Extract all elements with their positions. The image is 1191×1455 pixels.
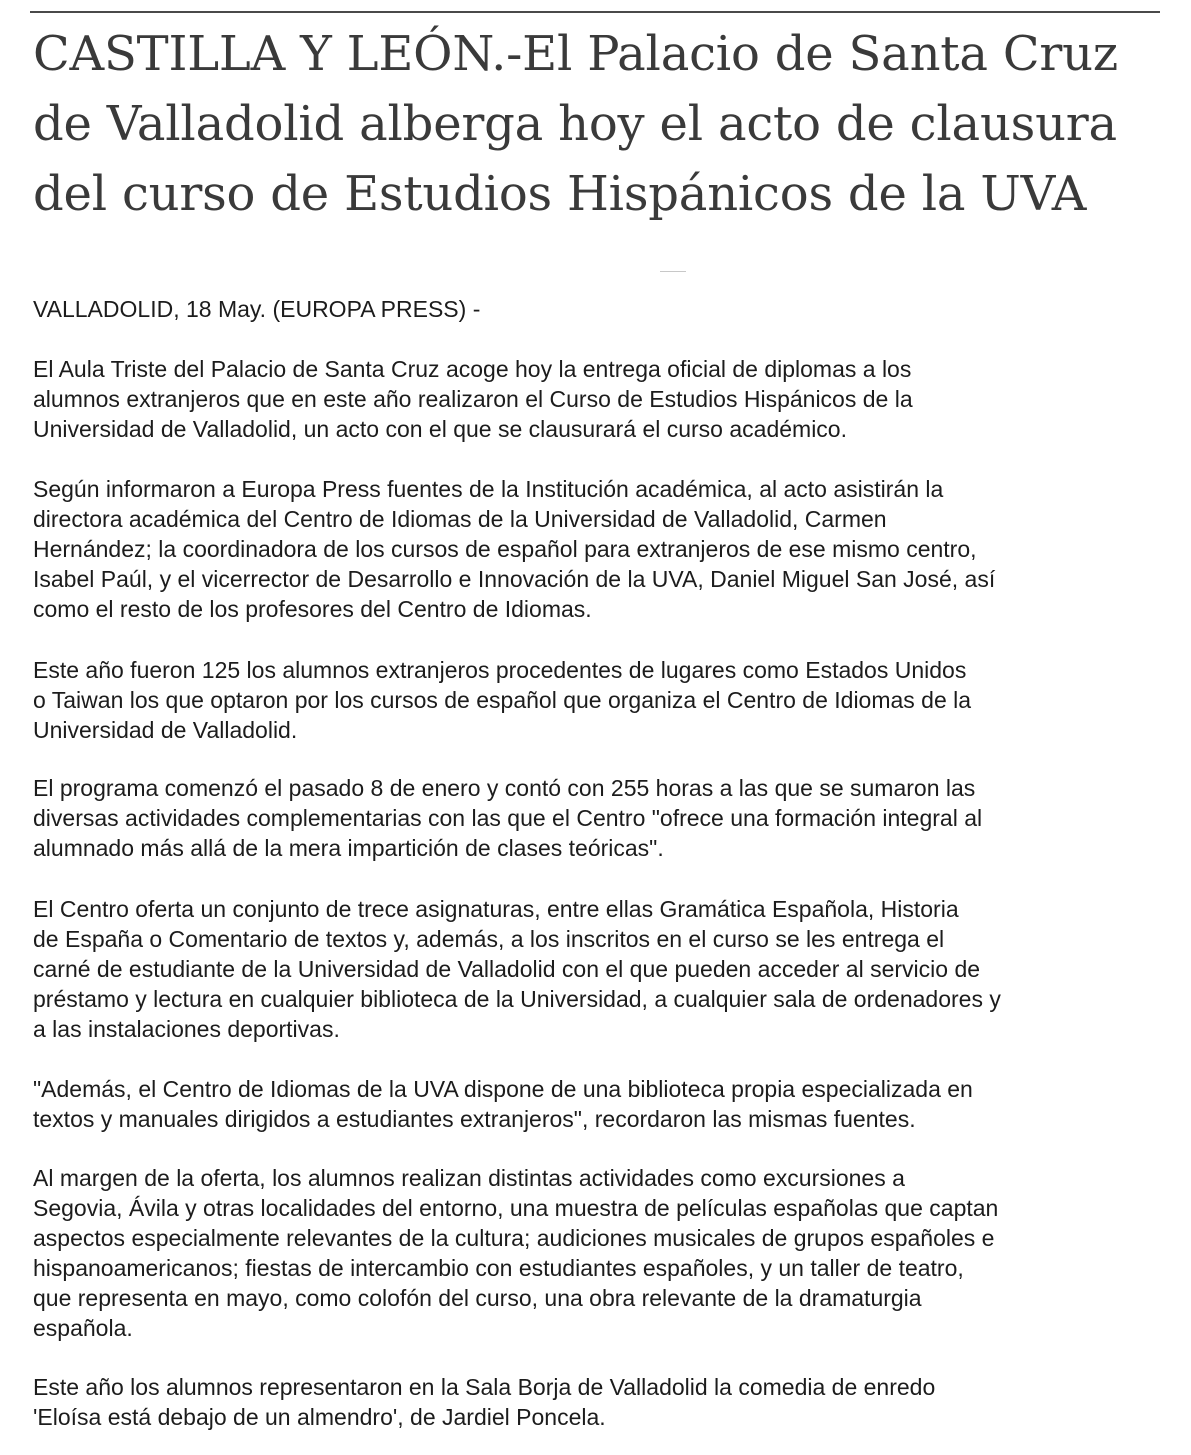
paragraph-8: Este año los alumnos representaron en la Sala Borja de Valladolid la comedia de enredo 'Eloísa está debajo de un almendro', de Jardiel Poncela.	[33, 1374, 936, 1430]
paragraph-3: Este año fueron 125 los alumnos extranjeros procedentes de lugares como Estados Unidos o Taiwan los que optaron por los cursos de español que organiza el Centro de Idiomas de la Universidad de Valladolid.	[33, 657, 972, 743]
paragraph-2: Según informaron a Europa Press fuentes de la Institución académica, al acto asistirán la directora académica del Centro de Idiomas de la Universidad de Valladolid, Carmen Hernández; la coordinadora de los cursos de español para extranjeros de ese mismo centro, Isabel Paúl, y el vicerrector de Desarrollo e Innovación de la UVA, Daniel Miguel San José, así como el resto de los profesores del Centro de Idiomas.	[33, 476, 996, 622]
paragraph-5: El Centro oferta un conjunto de trece asignaturas, entre ellas Gramática Española, Historia de España o Comentario de textos y, además, a los inscritos en el curso se les entrega el carné de estudiante de la Universidad de Valladolid con el que pueden acceder al servicio de préstamo y lectura en cualquier biblioteca de la Universidad, a cualquier sala de ordenadores y a las instalaciones deportivas.	[33, 896, 1001, 1042]
paragraph-1: El Aula Triste del Palacio de Santa Cruz acoge hoy la entrega oficial de diplomas a los alumnos extranjeros que en este año realizaron el Curso de Estudios Hispánicos de la Universidad de Valladolid, un acto con el que se clausurará el curso académico.	[33, 356, 913, 442]
paragraph-7: Al margen de la oferta, los alumnos realizan distintas actividades como excursiones a Segovia, Ávila y otras localidades del entorno, una muestra de películas españolas que captan aspectos especialmente relevantes de la cultura; audiciones musicales de grupos españoles e hispanoamericanos; fiestas de intercambio con estudiantes españoles, y un taller de teatro, que representa en mayo, como colofón del curso, una obra relevante de la dramaturgia española.	[33, 1165, 999, 1341]
dateline: VALLADOLID, 18 May. (EUROPA PRESS) -	[33, 296, 481, 322]
scan-speck	[660, 271, 686, 272]
headline	[33, 19, 1173, 229]
paragraph-6: "Además, el Centro de Idiomas de la UVA dispone de una biblioteca propia especializada en textos y manuales dirigidos a estudiantes extranjeros", recordaron las mismas fuentes.	[33, 1076, 973, 1132]
headline-line-2: de Valladolid alberga hoy el acto de clausura	[33, 96, 1117, 152]
headline-line-3: del curso de Estudios Hispánicos de la UVA	[33, 166, 1087, 222]
top-rule	[30, 11, 1160, 13]
paragraph-4: El programa comenzó el pasado 8 de enero y contó con 255 horas a las que se sumaron las diversas actividades complementarias con las que el Centro "ofrece una formación integral al alumnado más allá de la mera impartición de clases teóricas".	[33, 775, 983, 861]
headline-line-1: CASTILLA Y LEÓN.-El Palacio de Santa Cruz	[33, 26, 1118, 82]
